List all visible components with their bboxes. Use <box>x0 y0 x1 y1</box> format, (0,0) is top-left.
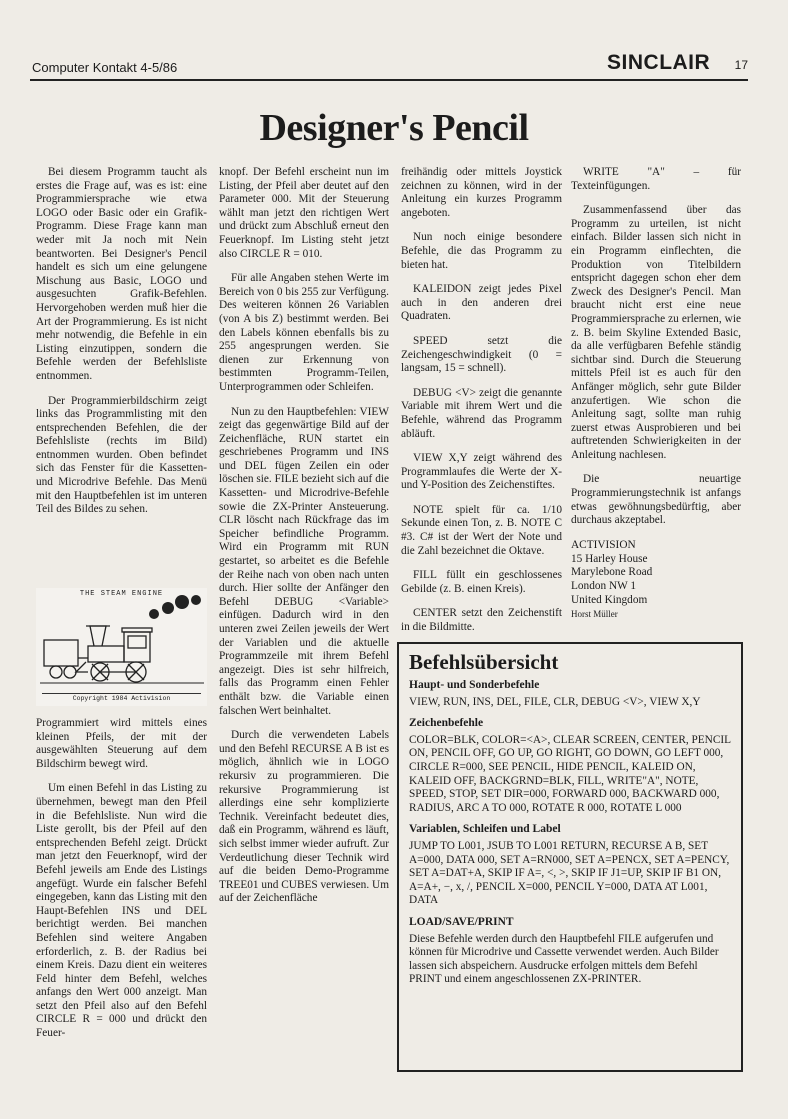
address-line: United Kingdom <box>571 594 648 607</box>
box-title: Befehlsübersicht <box>409 650 559 674</box>
section-text: Diese Befehle werden durch den Hauptbefehl FILE aufgerufen und können für Microdrive und Cassette verwendet werden. Auch Bilder lassen sich abspeichern. Ausdrucke erfolgen mittels dem Befehl PRINT und einem angeschlossenen ZX-PRINTER. <box>409 932 719 986</box>
page-number: 17 <box>734 58 748 72</box>
steam-engine-illustration <box>36 588 207 706</box>
paragraph: Nun zu den Hauptbefehlen: VIEW zeigt das gegenwärtige Bild auf der Zeichenfläche, RUN startet ein geschriebenes Programm und INS und DEL fügen Zeilen ein oder löschen sie. FILE bezieht sich auf die Kassetten- und Microdrive-Befehle sowie die ZX-Printer Ansteuerung. CLR löscht nach Rückfrage das im Speicher befindliche Programm. Wird ein Programm mit RUN gestartet, so arbeitet es die Befehle der Reihe nach von oben nach unten durch. Hier sollte der Anfänger den Befehl DEBUG <Variable> einfügen. Dadurch wird in den unteren zwei Zeilen jeweils der Wert der Variablen und die aktuelle Programmzeile mit ihrem Befehl angezeigt. Dies ist sehr hilfreich, falls das Programm einen Fehler enthält bzw. die Variable einen falschen Wert beinhaltet. <box>219 405 389 717</box>
paragraph: KALEIDON zeigt jedes Pixel auch in den anderen drei Quadraten. <box>401 283 562 323</box>
paragraph: Zusammenfassend über das Programm zu urteilen, ist nicht einfach. Bilder lassen sich nicht in ein Programm einflechten, die Produktion von Titelbildern entspricht dagegen schon eher dem Zweck des Designer's Pencil. Man braucht nicht erst eine neue Programmiersprache zu erlernen, wie z. B. beim Skyline Extended Basic, da alle verfügbaren Befehle ständig sichtbar sind. Durch die Steuerung mittels Pfeil ist es auch für den Anfänger möglich, sehr gute Bilder anzufertigen. Wie schon die Anleitung sagt, sollte man ruhig zuerst etwas Ausprobieren und bei auftretenden Schwierigkeiten in der Anleitung nachlesen. <box>571 204 741 461</box>
paragraph: CENTER setzt den Zeichenstift in die Bildmitte. <box>401 607 562 634</box>
page-header <box>30 51 748 81</box>
magazine-issue: Computer Kontakt 4-5/86 <box>32 60 178 75</box>
publisher-address <box>571 539 741 622</box>
section-heading: LOAD/SAVE/PRINT <box>409 915 514 928</box>
section-text: COLOR=BLK, COLOR=<A>, CLEAR SCREEN, CENTER, PENCIL ON, PENCIL OFF, GO UP, GO RIGHT, GO DOWN, GO LEFT 000, CIRCLE R=000, SEE PENCIL, HIDE PENCIL, KALEID ON, KALEID OFF, BACKGRND=BLK, FILL, WRITE"A", NOTE, SPEED, STOP, SET DIR=000, FORWARD 000, BACKWARD 000, RADIUS, ARC A TO 000, ROTATE R 000, ROTATE L 000 <box>409 733 731 814</box>
command-overview-box <box>397 642 743 1072</box>
address-line: 15 Harley House <box>571 552 648 565</box>
wheel <box>64 666 76 678</box>
paragraph: Die neuartige Programmierungstechnik ist anfangs etwas gewöhnungsbedürftig, aber durchaus akzeptabel. <box>571 473 741 527</box>
paragraph: Nun noch einige besondere Befehle, die das Programm zu bieten hat. <box>401 231 562 271</box>
paragraph: FILL füllt ein geschlossenes Gebilde (z. B. einen Kreis). <box>401 569 562 595</box>
column-3 <box>401 166 562 646</box>
smoke-puff <box>175 595 189 609</box>
column-2 <box>219 166 389 917</box>
paragraph: NOTE spielt für ca. 1/10 Sekunde einen Ton, z. B. NOTE C #3. C# ist der Wert der Note und die Zahl bezeichnet die Oktave. <box>401 503 562 557</box>
box-section <box>409 916 731 987</box>
section-heading: Variablen, Schleifen und Label <box>409 823 561 836</box>
paragraph: Bei diesem Programm taucht als erstes die Frage auf, was es ist: eine Programmiersprache wie etwa LOGO oder Basic oder ein Grafik-Programm. Diese Frage kann man weder mit Ja noch mit Nein beantworten. Bei Designer's Pencil handelt es sich um eine gelungene Mischung aus Basic, LOGO und ausgesuchten Grafik-Befehlen. Hervorgehoben werden muß hier die Art der Programmierung. Es ist nicht mehr notwendig, die Befehle in ein Listing einzutippen, sondern die Befehle werden der Befehlsliste entnommen. <box>36 166 207 382</box>
figure-copyright: Copyright 1984 Activision <box>42 693 201 702</box>
paragraph: Um einen Befehl in das Listing zu übernehmen, bewegt man den Pfeil in die Befehlsliste. Nun wird die Liste gerollt, bis der Pfeil auf den entsprechenden Befehl zeigt. Drückt man jetzt den Feuerknopf, wird der Befehl jeweils am Ende des Listings angefügt. Wurde ein falscher Befehl eingegeben, kann das Listing mit den Haupt-Befehlen INS und DEL berichtigt werden. Bei manchen Befehlen sind weitere Angaben erforderlich, z. B. der Radius bei einem Kreis. Dazu dient ein weiteres Feld hinter dem Befehl, welches anfangs den Wert 000 anzeigt. Man setzt den Pfeil also auf den Befehl CIRCLE R = 000 und drückt den Feuer- <box>36 782 207 1040</box>
section-heading: Zeichenbefehle <box>409 717 484 730</box>
article-title: Designer's Pencil <box>259 107 529 149</box>
header-right <box>607 51 748 75</box>
paragraph: Für alle Angaben stehen Werte im Bereich von 0 bis 255 zur Verfügung. Des weiteren können 26 Variablen (von A bis Z) bestimmt werden. Bei den Labels können ebenfalls bis zu 255 angesprungen werden. Sie dienen zur Erkennung von bestimmten Programm-Teilen, Unterprogrammen oder Schleifen. <box>219 272 389 393</box>
section-heading: Haupt- und Sonderbefehle <box>409 679 540 691</box>
smoke-puff <box>162 602 174 614</box>
section-brand: SINCLAIR <box>607 51 711 74</box>
paragraph: SPEED setzt die Zeichengeschwindigkeit (0 = langsam, 15 = schnell). <box>401 334 562 375</box>
address-line: Marylebone Road <box>571 566 653 579</box>
box-section <box>409 823 731 908</box>
column-4 <box>571 166 741 622</box>
section-text: JUMP TO L001, JSUB TO L001 RETURN, RECURSE A B, SET A=000, DATA 000, SET A=RN000, SET A=PENCX, SET A=PENCY, SET A=DAT+A, SKIP IF A=, <, >, SKIP IF J1=UP, SKIP IF B1 ON, A=A+, −, x, /, PENCIL X=000, PENCIL Y=000, DATA AT L001, DATA <box>409 839 730 907</box>
smoke-puff <box>191 595 201 605</box>
wheel <box>50 666 62 678</box>
box-section <box>409 679 731 709</box>
screenshot-figure <box>36 588 207 706</box>
author-name: Horst Müller <box>571 608 618 619</box>
paragraph: DEBUG <V> zeigt die genannte Variable mit ihrem Wert und die Befehle, während das Programm abläuft. <box>401 386 562 440</box>
paragraph: VIEW X,Y zeigt während des Programmlaufes die Werte der X- und Y-Position des Zeichenstiftes. <box>401 452 562 492</box>
paragraph: Programmiert wird mittels eines kleinen Pfeils, der mit der ausgewählten Steuerung auf dem Bildschirm bewegt wird. <box>36 717 207 770</box>
figure-title: THE STEAM ENGINE <box>79 590 164 598</box>
paragraph: freihändig oder mittels Joystick zeichnen zu können, wird in der Anleitung ein kurzes Programm angeboten. <box>401 166 562 219</box>
address-line: ACTIVISION <box>571 538 636 551</box>
paragraph: Der Programmierbildschirm zeigt links das Programmlisting mit den entsprechenden Befehlen, die der Befehlsliste (rechts im Bild) entnommen wurden. Oben befindet sich das Fenster für die Kassetten- und Microdrive Befehle. Das Menü mit den Hauptbefehlen ist im unteren Teil des Bildes zu sehen. <box>36 394 207 516</box>
box-section <box>409 717 731 815</box>
smokestack <box>90 626 106 646</box>
address-line: London NW 1 <box>571 580 637 593</box>
section-text: VIEW, RUN, INS, DEL, FILE, CLR, DEBUG <V>, VIEW X,Y <box>409 695 701 708</box>
paragraph: WRITE "A" – für Texteinfügungen. <box>571 166 741 192</box>
boiler <box>88 646 124 662</box>
column-1 <box>36 166 207 528</box>
paragraph: knopf. Der Befehl erscheint nun im Listing, der Pfeil aber deutet auf den Parameter 000. Mit der Steuerung wählt man jetzt den richtigen Wert und drückt zum Abschluß erneut den Feuerknopf. Im Listing steht jetzt also CIRCLE R = 010. <box>219 166 389 260</box>
tender <box>44 640 78 666</box>
smoke-puff <box>149 609 159 619</box>
column-1-continued <box>36 717 207 1052</box>
paragraph: Durch die verwendeten Labels und den Befehl RECURSE A B ist es möglich, ähnlich wie in LOGO rekursiv zu programmieren. Die rekursive Programmierung ist allerdings eine sehr komplizierte Technik. Vereinfacht bedeutet dies, daß ein Programm, während es läuft, sich selbst immer wieder aufruft. Zur Verdeutlichung dieser Technik wird auf die beiden Demo-Programme TREE01 und CUBES verwiesen. Um auf der Zeichenfläche <box>219 729 389 905</box>
